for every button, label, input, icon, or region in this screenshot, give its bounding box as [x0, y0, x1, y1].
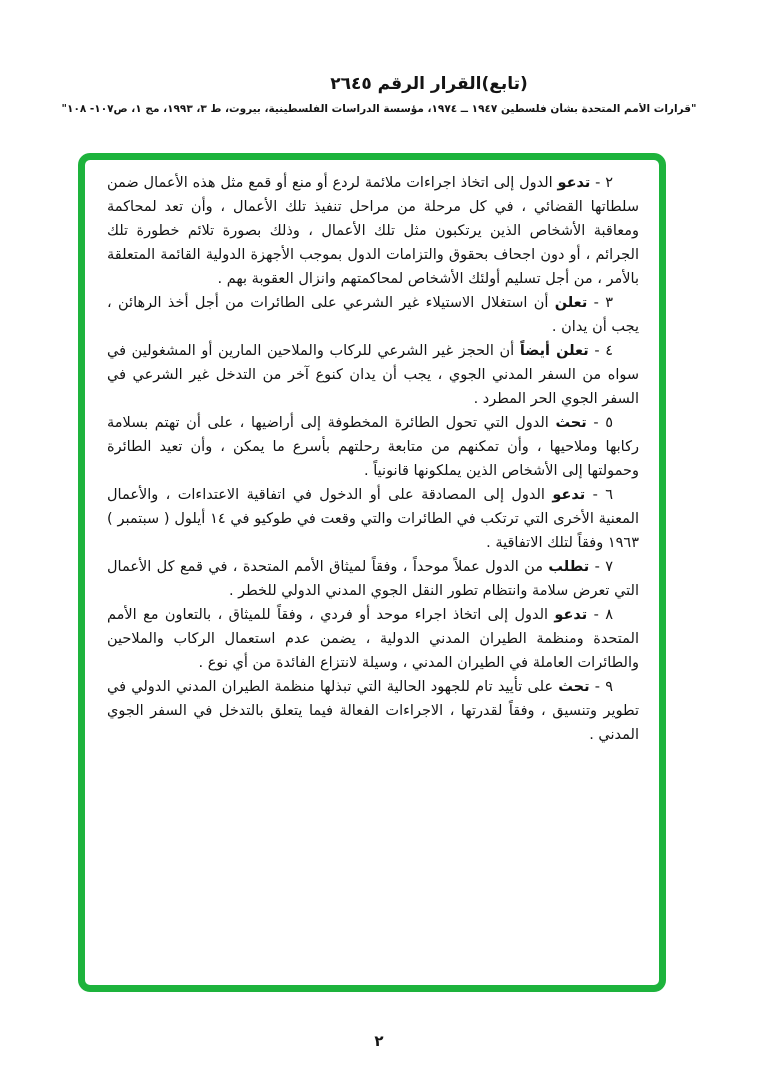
paragraph-number: ٦ -	[592, 487, 613, 503]
page-title: (تابع)القرار الرقم ٢٦٤٥	[330, 74, 528, 94]
paragraph-keyword: تعلن	[554, 295, 588, 311]
resolution-paragraph	[107, 483, 639, 555]
resolution-paragraph	[107, 411, 639, 483]
resolution-paragraph	[107, 555, 639, 603]
paragraph-keyword: تحث	[555, 415, 587, 431]
paragraph-text: من الدول عملاً موحداً ، وفقاً لميثاق الأمم المتحدة ، في قمع كل الأعمال التي تعرض سلامة وانتظام تطور النقل الجوي المدني الدولي للخطر .	[107, 559, 639, 599]
resolution-paragraph	[107, 291, 639, 339]
paragraph-number: ٩ -	[594, 679, 614, 695]
citation: "قرارات الأمم المتحدة بشأن فلسطين ١٩٤٧ ــ ١٩٧٤، مؤسسة الدراسات الفلسطينية، بيروت، ط ٣، ١٩٩٣، مج ١، ص١٠٧- ١٠٨"	[61, 103, 697, 115]
paragraph-number: ٨ -	[593, 607, 613, 623]
resolution-paragraphs	[85, 160, 659, 747]
paragraph-text: الدول التي تحول الطائرة المخطوفة إلى أراضيها ، على أن تهتم بسلامة ركابها وملاحيها ، وأن تمكنهم من متابعة رحلتهم بأسرع ما يمكن ، وأن تعيد الطائرة وحمولتها إلى الأشخاص الذين يملكونها قانونياً .	[107, 415, 639, 479]
resolution-paragraph	[107, 675, 639, 747]
paragraph-text: الدول إلى المصادقة على أو الدخول في اتفاقية الاعتداءات ، والأعمال المعنية الأخرى التي ترتكب في الطائرات والتي وقعت في طوكيو في ١٤ أيلول ( سبتمبر ) ١٩٦٣ وفقاً لتلك الاتفاقية .	[107, 487, 639, 551]
paragraph-keyword: تدعو	[557, 175, 591, 191]
paragraph-text: الدول إلى اتخاذ اجراء موحد أو فردي ، وفقاً للميثاق ، بالتعاون مع الأمم المتحدة ومنظمة الطيران المدني الدولية ، يضمن عدم استعمال الركاب والملاحين والطائرات العاملة في الطيران المدني ، وسيلة لانتزاع الفائدة من أي نوع .	[107, 607, 639, 671]
paragraph-keyword: تحث	[558, 679, 590, 695]
paragraph-keyword: تعلن أيضاً	[519, 343, 589, 359]
paragraph-number: ٤ -	[594, 343, 614, 359]
paragraph-keyword: تطلب	[548, 559, 590, 575]
paragraph-text: على تأييد تام للجهود الحالية التي تبذلها منظمة الطيران المدني الدولي في تطوير وتنسيق ، وفقاً لقدرتها ، الاجراءات الفعالة فيما يتعلق بالتدخل في السفر الجوي المدني .	[107, 679, 639, 743]
resolution-paragraph	[107, 171, 639, 291]
resolution-paragraph	[107, 339, 639, 411]
resolution-paragraph	[107, 603, 639, 675]
paragraph-text: أن استغلال الاستيلاء غير الشرعي على الطائرات من أجل أخذ الرهائن ، يجب أن يدان .	[107, 295, 639, 335]
resolution-box	[78, 153, 666, 992]
paragraph-text: أن الحجز غير الشرعي للركاب والملاحين المارين أو المشغولين في سواه من السفر المدني الجوي ، يجب أن يدان كنوع آخر من التدخل غير الشرعي في السفر الجوي الحر المطرد .	[107, 343, 639, 407]
paragraph-keyword: تدعو	[552, 487, 586, 503]
page-number: ٢	[374, 1032, 384, 1050]
paragraph-text: الدول إلى اتخاذ اجراءات ملائمة لردع أو منع أو قمع مثل هذه الأعمال ضمن سلطاتها القضائي ، في كل مرحلة من مراحل تنفيذ تلك الأعمال ، وأن تعد لمحاكمة ومعاقبة الأشخاص الذين يرتكبون مثل تلك الأعمال ، وذلك بصورة تلائم خطورة تلك الجرائم ، أو دون اجحاف بحقوق والتزامات الدول بموجب الأجهزة الدولية القائمة المتعلقة بالأمر ، من أجل تسليم أولئك الأشخاص لمحاكمتهم وانزال العقوبة بهم .	[107, 175, 639, 287]
paragraph-keyword: تدعو	[554, 607, 588, 623]
paragraph-number: ٧ -	[594, 559, 614, 575]
paragraph-number: ٢ -	[595, 175, 614, 191]
paragraph-number: ٣ -	[593, 295, 613, 311]
paragraph-number: ٥ -	[593, 415, 614, 431]
